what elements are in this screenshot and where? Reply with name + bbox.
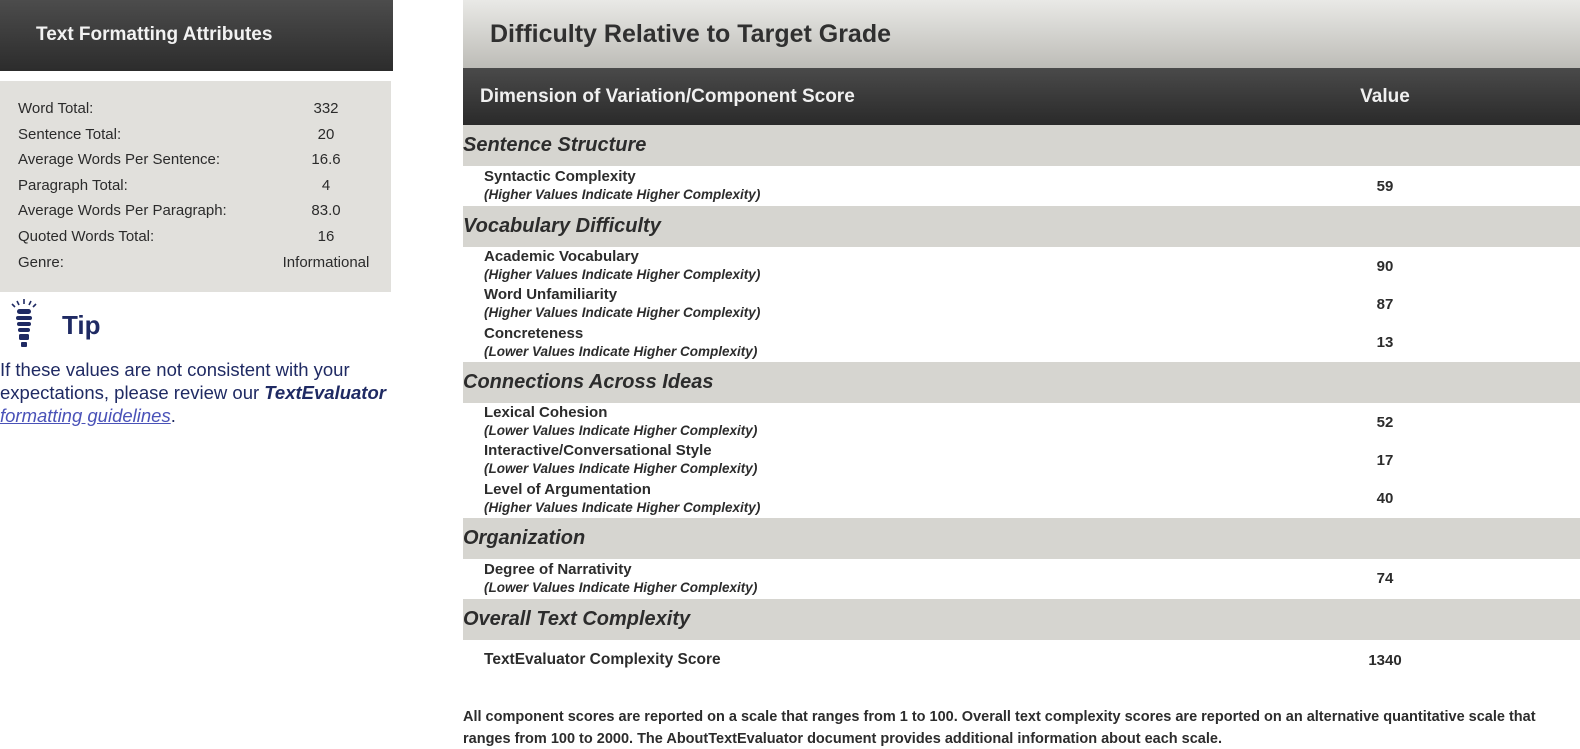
component-hint: (Lower Values Indicate Higher Complexity) — [484, 343, 758, 359]
attribute-row — [18, 151, 391, 177]
attribute-label: Quoted Words Total: — [18, 227, 155, 245]
component-name: Lexical Cohesion — [484, 404, 608, 422]
table-header — [463, 68, 1580, 125]
complexity-score-value: 1340 — [1368, 651, 1402, 669]
component-name: Interactive/Conversational Style — [484, 442, 712, 460]
component-hint: (Higher Values Indicate Higher Complexity) — [484, 499, 761, 515]
attribute-label: Sentence Total: — [18, 125, 122, 143]
component-name: Concreteness — [484, 324, 584, 342]
attribute-value: 16 — [317, 227, 335, 245]
component-value: 87 — [1376, 295, 1394, 313]
tip-brand: TextEvaluator — [264, 382, 386, 403]
attribute-label: Average Words Per Paragraph: — [18, 202, 227, 220]
attributes-table — [0, 81, 391, 292]
component-name: TextEvaluator Complexity Score — [484, 651, 721, 669]
tip-text-end: . — [170, 405, 176, 426]
component-value: 52 — [1376, 413, 1394, 431]
lightbulb-icon — [0, 298, 48, 352]
difficulty-title: Difficulty Relative to Target Grade — [463, 0, 1580, 68]
attribute-row — [18, 202, 391, 228]
attribute-row — [18, 126, 391, 152]
column-header-dimension: Dimension of Variation/Component Score — [480, 85, 855, 107]
tip-text: If these values are not consistent with your expectations, please review our — [0, 359, 350, 403]
attribute-row — [18, 177, 391, 203]
attribute-value: 83.0 — [311, 202, 341, 220]
component-hint: (Lower Values Indicate Higher Complexity) — [484, 423, 758, 439]
difficulty-panel — [463, 0, 1580, 749]
attribute-label: Average Words Per Sentence: — [18, 151, 221, 169]
attribute-row — [18, 254, 391, 280]
table-row — [463, 441, 1580, 479]
component-value: 17 — [1376, 451, 1394, 469]
component-value: 59 — [1376, 177, 1394, 195]
table-row — [463, 285, 1580, 323]
component-hint: (Higher Values Indicate Higher Complexity) — [484, 305, 761, 321]
tip-box — [0, 298, 393, 427]
tip-title: Tip — [62, 309, 101, 340]
component-value: 74 — [1376, 570, 1394, 588]
component-value: 13 — [1376, 334, 1394, 352]
component-name: Word Unfamiliarity — [484, 286, 618, 304]
table-row — [463, 559, 1580, 599]
attribute-label: Word Total: — [18, 100, 94, 117]
attributes-title: Text Formatting Attributes — [0, 0, 393, 71]
attribute-value: 332 — [313, 100, 339, 117]
component-name: Syntactic Complexity — [484, 168, 636, 185]
tip-header — [0, 298, 393, 352]
attribute-value: 16.6 — [311, 151, 341, 169]
formatting-attributes-panel — [0, 0, 393, 292]
component-hint: (Higher Values Indicate Higher Complexity) — [484, 187, 761, 202]
table-row — [463, 247, 1580, 285]
section-sentence-structure: Sentence Structure — [463, 125, 1580, 166]
component-hint: (Lower Values Indicate Higher Complexity) — [484, 579, 758, 595]
table-row — [463, 640, 1580, 681]
component-hint: (Lower Values Indicate Higher Complexity) — [484, 461, 758, 477]
attribute-value: Informational — [282, 253, 370, 271]
attribute-value: 4 — [321, 176, 331, 194]
component-value: 90 — [1376, 257, 1394, 275]
section-connections-across-ideas: Connections Across Ideas — [463, 362, 1580, 403]
column-header-value: Value — [1360, 85, 1410, 107]
component-name: Degree of Narrativity — [484, 560, 632, 578]
formatting-guidelines-link[interactable]: formatting guidelines — [0, 405, 171, 426]
tip-message — [0, 358, 393, 427]
scale-footnote: All component scores are reported on a scale that ranges from 1 to 100. Overall text complexity scores are reported on an alternative quantitative scale that ranges from 100 to 2000. The AboutTextEvaluator document provides additional information about each scale. — [463, 708, 1536, 747]
table-row — [463, 324, 1580, 362]
component-value: 40 — [1376, 490, 1394, 508]
attribute-label: Genre: — [18, 253, 64, 271]
section-overall-text-complexity: Overall Text Complexity — [463, 599, 1580, 640]
attribute-row — [18, 228, 391, 254]
attribute-value: 20 — [317, 125, 335, 143]
table-row — [463, 403, 1580, 441]
attribute-label: Paragraph Total: — [18, 176, 128, 194]
component-hint: (Higher Values Indicate Higher Complexity) — [484, 267, 761, 283]
section-vocabulary-difficulty: Vocabulary Difficulty — [463, 206, 1580, 247]
component-name: Academic Vocabulary — [484, 248, 639, 266]
table-row — [463, 479, 1580, 517]
table-row — [463, 166, 1580, 206]
attribute-row — [18, 100, 391, 126]
section-organization: Organization — [463, 518, 1580, 559]
component-name: Level of Argumentation — [484, 480, 651, 498]
